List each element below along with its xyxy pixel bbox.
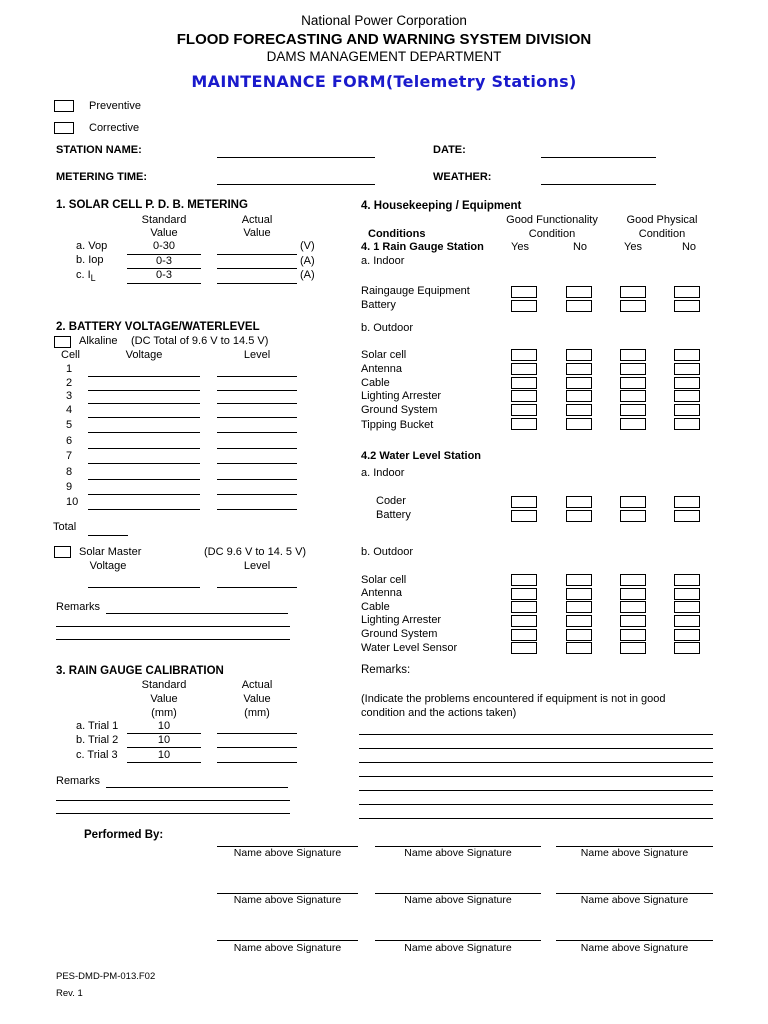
equipment-item-label: Tipping Bucket [361, 419, 434, 431]
signature-caption: Name above Signature [580, 942, 689, 954]
cell-voltage-field[interactable] [88, 403, 200, 404]
physical-yes-checkbox[interactable] [620, 286, 646, 298]
good-physical-header: Good Physical [626, 214, 698, 226]
solar-row-unit: (V) [300, 240, 315, 252]
solar-row-label: b. Iop [76, 254, 104, 266]
signature-caption: Name above Signature [580, 847, 689, 859]
calibration-remarks-line[interactable] [56, 813, 290, 814]
physical-yes-checkbox[interactable] [620, 601, 646, 613]
functionality-yes-checkbox[interactable] [511, 615, 537, 627]
equipment-item-label: Solar cell [361, 574, 407, 586]
equipment-item-label: Coder [376, 495, 406, 507]
equipment-item-label: Battery [376, 509, 411, 521]
signature-line[interactable] [375, 940, 541, 941]
calibration-actual-header: Actual [241, 679, 273, 691]
division-name: FLOOD FORECASTING AND WARNING SYSTEM DIVISION [176, 31, 592, 48]
signature-line[interactable] [217, 940, 358, 941]
calibration-remarks-line[interactable] [106, 787, 288, 788]
physical-no-checkbox[interactable] [674, 363, 700, 375]
cell-level-field[interactable] [217, 390, 297, 391]
functionality-no-checkbox[interactable] [566, 574, 592, 586]
solar-actual-header: Actual [241, 214, 273, 226]
solar-row-standard-line [127, 283, 201, 284]
functionality-yes-checkbox[interactable] [511, 510, 537, 522]
form-code: PES-DMD-PM-013.F02 [56, 971, 156, 982]
cell-number: 6 [66, 435, 73, 447]
housekeeping-remarks-line[interactable] [359, 748, 713, 749]
solar-master-dc-note: (DC 9.6 V to 14. 5 V) [204, 546, 307, 558]
functionality-yes-checkbox[interactable] [511, 363, 537, 375]
physical-yes-checkbox[interactable] [620, 615, 646, 627]
voltage-header: Voltage [125, 349, 163, 361]
physical-yes-checkbox[interactable] [620, 588, 646, 600]
cell-number: 2 [66, 377, 73, 389]
solar-row-label [76, 269, 96, 285]
cell-number: 8 [66, 466, 73, 478]
signature-line[interactable] [556, 940, 713, 941]
cell-voltage-field[interactable] [88, 376, 200, 377]
station-name-field[interactable] [217, 157, 375, 158]
cell-voltage-field[interactable] [88, 463, 200, 464]
rain-outdoor-label: b. Outdoor [361, 322, 413, 334]
preventive-label: Preventive [89, 100, 141, 112]
calibration-standard-header: Standard [141, 679, 187, 691]
physical-no-checkbox[interactable] [674, 601, 700, 613]
yes-header: Yes [511, 241, 529, 253]
equipment-item-label: Lighting Arrester [361, 390, 442, 402]
solar-section-title: 1. SOLAR CELL P. D. B. METERING [56, 199, 248, 211]
signature-caption: Name above Signature [404, 847, 512, 859]
housekeeping-remarks-line[interactable] [359, 776, 713, 777]
physical-no-checkbox[interactable] [674, 404, 700, 416]
cell-voltage-field[interactable] [88, 390, 200, 391]
yes-header: Yes [624, 241, 642, 253]
housekeeping-remarks-line[interactable] [359, 762, 713, 763]
cell-level-field[interactable] [217, 479, 297, 480]
calibration-remarks-line[interactable] [56, 800, 290, 801]
solar-row-unit: (A) [300, 255, 315, 267]
signature-caption: Name above Signature [233, 894, 342, 906]
equipment-item-label: Ground System [361, 628, 438, 640]
weather-label: WEATHER: [433, 171, 492, 183]
housekeeping-remarks-line[interactable] [359, 804, 713, 805]
trial-label: c. Trial 3 [76, 749, 118, 761]
solar-value-header: Value [150, 227, 178, 239]
physical-no-checkbox[interactable] [674, 349, 700, 361]
weather-field[interactable] [541, 184, 656, 185]
trial-label: a. Trial 1 [76, 720, 119, 732]
water-station-title: 4.2 Water Level Station [361, 450, 482, 462]
housekeeping-section-title: 4. Housekeeping / Equipment [361, 200, 522, 212]
cell-level-field[interactable] [217, 417, 297, 418]
solar-row-actual-field[interactable] [217, 283, 297, 284]
cell-level-field[interactable] [217, 448, 297, 449]
battery-section-title: 2. BATTERY VOLTAGE/WATERLEVEL [56, 321, 260, 333]
water-outdoor-label: b. Outdoor [361, 546, 413, 558]
physical-no-checkbox[interactable] [674, 642, 700, 654]
cell-level-field[interactable] [217, 432, 297, 433]
no-header: No [681, 241, 697, 253]
functionality-no-checkbox[interactable] [566, 390, 592, 402]
equipment-item-label: Battery [361, 299, 396, 311]
calibration-remarks-label: Remarks [56, 775, 101, 787]
trial-actual-field[interactable] [217, 733, 297, 734]
physical-yes-checkbox[interactable] [620, 300, 646, 312]
cell-number: 4 [66, 404, 73, 416]
functionality-no-checkbox[interactable] [566, 286, 592, 298]
preventive-checkbox[interactable] [54, 100, 74, 112]
solar-master-voltage-field[interactable] [88, 587, 200, 588]
functionality-yes-checkbox[interactable] [511, 349, 537, 361]
functionality-no-checkbox[interactable] [566, 377, 592, 389]
solar-master-voltage-header: Voltage [89, 560, 127, 572]
signature-caption: Name above Signature [233, 942, 342, 954]
alkaline-checkbox[interactable] [54, 336, 71, 348]
signature-caption: Name above Signature [404, 942, 512, 954]
solar-row-standard: 0-30 [152, 240, 176, 252]
level-header: Level [243, 349, 271, 361]
equipment-item-label: Ground System [361, 404, 438, 416]
calibration-unit-header-2: (mm) [244, 707, 270, 719]
functionality-yes-checkbox[interactable] [511, 588, 537, 600]
cell-level-field[interactable] [217, 494, 297, 495]
functionality-yes-checkbox[interactable] [511, 642, 537, 654]
physical-yes-checkbox[interactable] [620, 377, 646, 389]
functionality-yes-checkbox[interactable] [511, 390, 537, 402]
remarks-note-1: (Indicate the problems encountered if equipment is not in good [361, 693, 666, 705]
remarks-note-2: condition and the actions taken) [361, 707, 517, 719]
alkaline-dc-note: (DC Total of 9.6 V to 14.5 V) [131, 335, 269, 347]
functionality-yes-checkbox[interactable] [511, 601, 537, 613]
equipment-item-label: Cable [361, 377, 390, 389]
trial-standard-line [127, 762, 201, 763]
form-revision: Rev. 1 [56, 988, 83, 999]
rain-indoor-label: a. Indoor [361, 255, 405, 267]
battery-remarks-line[interactable] [56, 626, 290, 627]
functionality-no-checkbox[interactable] [566, 496, 592, 508]
equipment-item-label: Cable [361, 601, 390, 613]
functionality-no-checkbox[interactable] [566, 588, 592, 600]
solar-row-standard: 0-3 [156, 255, 172, 267]
housekeeping-remarks-line[interactable] [359, 734, 713, 735]
equipment-item-label: Solar cell [361, 349, 407, 361]
physical-yes-checkbox[interactable] [620, 496, 646, 508]
cell-voltage-field[interactable] [88, 432, 200, 433]
cell-number: 3 [66, 390, 73, 402]
performed-by-label: Performed By: [84, 829, 164, 841]
signature-caption: Name above Signature [580, 894, 689, 906]
solar-master-checkbox[interactable] [54, 546, 71, 558]
housekeeping-remarks-line[interactable] [359, 790, 713, 791]
functionality-no-checkbox[interactable] [566, 615, 592, 627]
functionality-no-checkbox[interactable] [566, 363, 592, 375]
housekeeping-remarks-line[interactable] [359, 818, 713, 819]
solar-row-actual-field[interactable] [217, 268, 297, 269]
functionality-condition-header: Condition [528, 228, 576, 240]
equipment-item-label: Raingauge Equipment [361, 285, 470, 297]
metering-time-field[interactable] [217, 184, 375, 185]
physical-no-checkbox[interactable] [674, 390, 700, 402]
physical-yes-checkbox[interactable] [620, 510, 646, 522]
functionality-no-checkbox[interactable] [566, 404, 592, 416]
battery-remarks-line[interactable] [56, 639, 290, 640]
solar-standard-header: Standard [141, 214, 187, 226]
equipment-item-label: Lighting Arrester [361, 614, 442, 626]
no-header: No [572, 241, 588, 253]
functionality-no-checkbox[interactable] [566, 300, 592, 312]
physical-condition-header: Condition [638, 228, 686, 240]
solar-master-level-field[interactable] [217, 587, 297, 588]
physical-yes-checkbox[interactable] [620, 574, 646, 586]
department-name: DAMS MANAGEMENT DEPARTMENT [266, 49, 502, 64]
functionality-yes-checkbox[interactable] [511, 300, 537, 312]
calibration-value-header-2: Value [243, 693, 271, 705]
rain-station-title: 4. 1 Rain Gauge Station [361, 241, 484, 253]
functionality-no-checkbox[interactable] [566, 629, 592, 641]
date-field[interactable] [541, 157, 656, 158]
calibration-value-header: Value [150, 693, 178, 705]
battery-remarks-line[interactable] [106, 613, 288, 614]
cell-level-field[interactable] [217, 403, 297, 404]
trial-standard: 10 [157, 720, 171, 732]
trial-standard: 10 [157, 749, 171, 761]
functionality-yes-checkbox[interactable] [511, 574, 537, 586]
physical-no-checkbox[interactable] [674, 377, 700, 389]
physical-yes-checkbox[interactable] [620, 404, 646, 416]
cell-number: 1 [66, 363, 73, 375]
signature-caption: Name above Signature [233, 847, 342, 859]
corrective-checkbox[interactable] [54, 122, 74, 134]
trial-actual-field[interactable] [217, 762, 297, 763]
physical-no-checkbox[interactable] [674, 574, 700, 586]
cell-voltage-field[interactable] [88, 479, 200, 480]
form-title: MAINTENANCE FORM(Telemetry Stations) [191, 72, 577, 91]
cell-number: 10 [66, 496, 79, 508]
equipment-item-label: Antenna [361, 587, 402, 599]
solar-row-label: a. Vop [76, 240, 108, 252]
cell-level-field[interactable] [217, 463, 297, 464]
cell-number: 9 [66, 481, 73, 493]
signature-caption: Name above Signature [404, 894, 512, 906]
functionality-no-checkbox[interactable] [566, 642, 592, 654]
functionality-no-checkbox[interactable] [566, 418, 592, 430]
equipment-item-label: Antenna [361, 363, 402, 375]
calibration-section-title: 3. RAIN GAUGE CALIBRATION [56, 665, 224, 677]
physical-yes-checkbox[interactable] [620, 642, 646, 654]
functionality-yes-checkbox[interactable] [511, 629, 537, 641]
equipment-item-label: Water Level Sensor [361, 642, 458, 654]
functionality-yes-checkbox[interactable] [511, 286, 537, 298]
solar-master-label: Solar Master [79, 546, 142, 558]
cell-header: Cell [61, 349, 80, 361]
battery-remarks-label: Remarks [56, 601, 101, 613]
solar-row-standard: 0-3 [156, 269, 172, 281]
cell-number: 5 [66, 419, 73, 431]
physical-no-checkbox[interactable] [674, 615, 700, 627]
cell-voltage-field[interactable] [88, 494, 200, 495]
physical-no-checkbox[interactable] [674, 510, 700, 522]
physical-yes-checkbox[interactable] [620, 629, 646, 641]
physical-yes-checkbox[interactable] [620, 363, 646, 375]
cell-voltage-field[interactable] [88, 509, 200, 510]
physical-no-checkbox[interactable] [674, 300, 700, 312]
cell-level-field[interactable] [217, 509, 297, 510]
solar-row-label-sub: L [90, 273, 96, 284]
physical-no-checkbox[interactable] [674, 629, 700, 641]
trial-actual-field[interactable] [217, 747, 297, 748]
corrective-label: Corrective [89, 122, 140, 134]
solar-value-header-2: Value [243, 227, 271, 239]
station-name-label: STATION NAME: [56, 144, 142, 156]
functionality-yes-checkbox[interactable] [511, 377, 537, 389]
solar-master-level-header: Level [243, 560, 271, 572]
housekeeping-remarks-label: Remarks: [361, 664, 411, 676]
water-indoor-label: a. Indoor [361, 467, 405, 479]
metering-time-label: METERING TIME: [56, 171, 148, 183]
cell-voltage-field[interactable] [88, 417, 200, 418]
org-name: National Power Corporation [301, 13, 467, 28]
total-label: Total [53, 521, 77, 533]
physical-no-checkbox[interactable] [674, 496, 700, 508]
physical-yes-checkbox[interactable] [620, 390, 646, 402]
physical-yes-checkbox[interactable] [620, 418, 646, 430]
good-functionality-header: Good Functionality [506, 214, 598, 226]
cell-number: 7 [66, 450, 73, 462]
functionality-no-checkbox[interactable] [566, 510, 592, 522]
solar-row-unit: (A) [300, 269, 315, 281]
cell-voltage-field[interactable] [88, 448, 200, 449]
physical-no-checkbox[interactable] [674, 286, 700, 298]
date-label: DATE: [433, 144, 466, 156]
trial-standard: 10 [157, 734, 171, 746]
cell-level-field[interactable] [217, 376, 297, 377]
functionality-no-checkbox[interactable] [566, 349, 592, 361]
conditions-header: Conditions [368, 228, 426, 240]
alkaline-label: Alkaline [79, 335, 118, 347]
trial-label: b. Trial 2 [76, 734, 119, 746]
physical-yes-checkbox[interactable] [620, 349, 646, 361]
solar-row-actual-field[interactable] [217, 254, 297, 255]
calibration-unit-header: (mm) [151, 707, 177, 719]
functionality-yes-checkbox[interactable] [511, 496, 537, 508]
physical-no-checkbox[interactable] [674, 418, 700, 430]
functionality-yes-checkbox[interactable] [511, 404, 537, 416]
total-field[interactable] [88, 535, 128, 536]
physical-no-checkbox[interactable] [674, 588, 700, 600]
trial-standard-line [127, 747, 201, 748]
functionality-yes-checkbox[interactable] [511, 418, 537, 430]
functionality-no-checkbox[interactable] [566, 601, 592, 613]
solar-row-label-text: c. I [76, 269, 91, 281]
